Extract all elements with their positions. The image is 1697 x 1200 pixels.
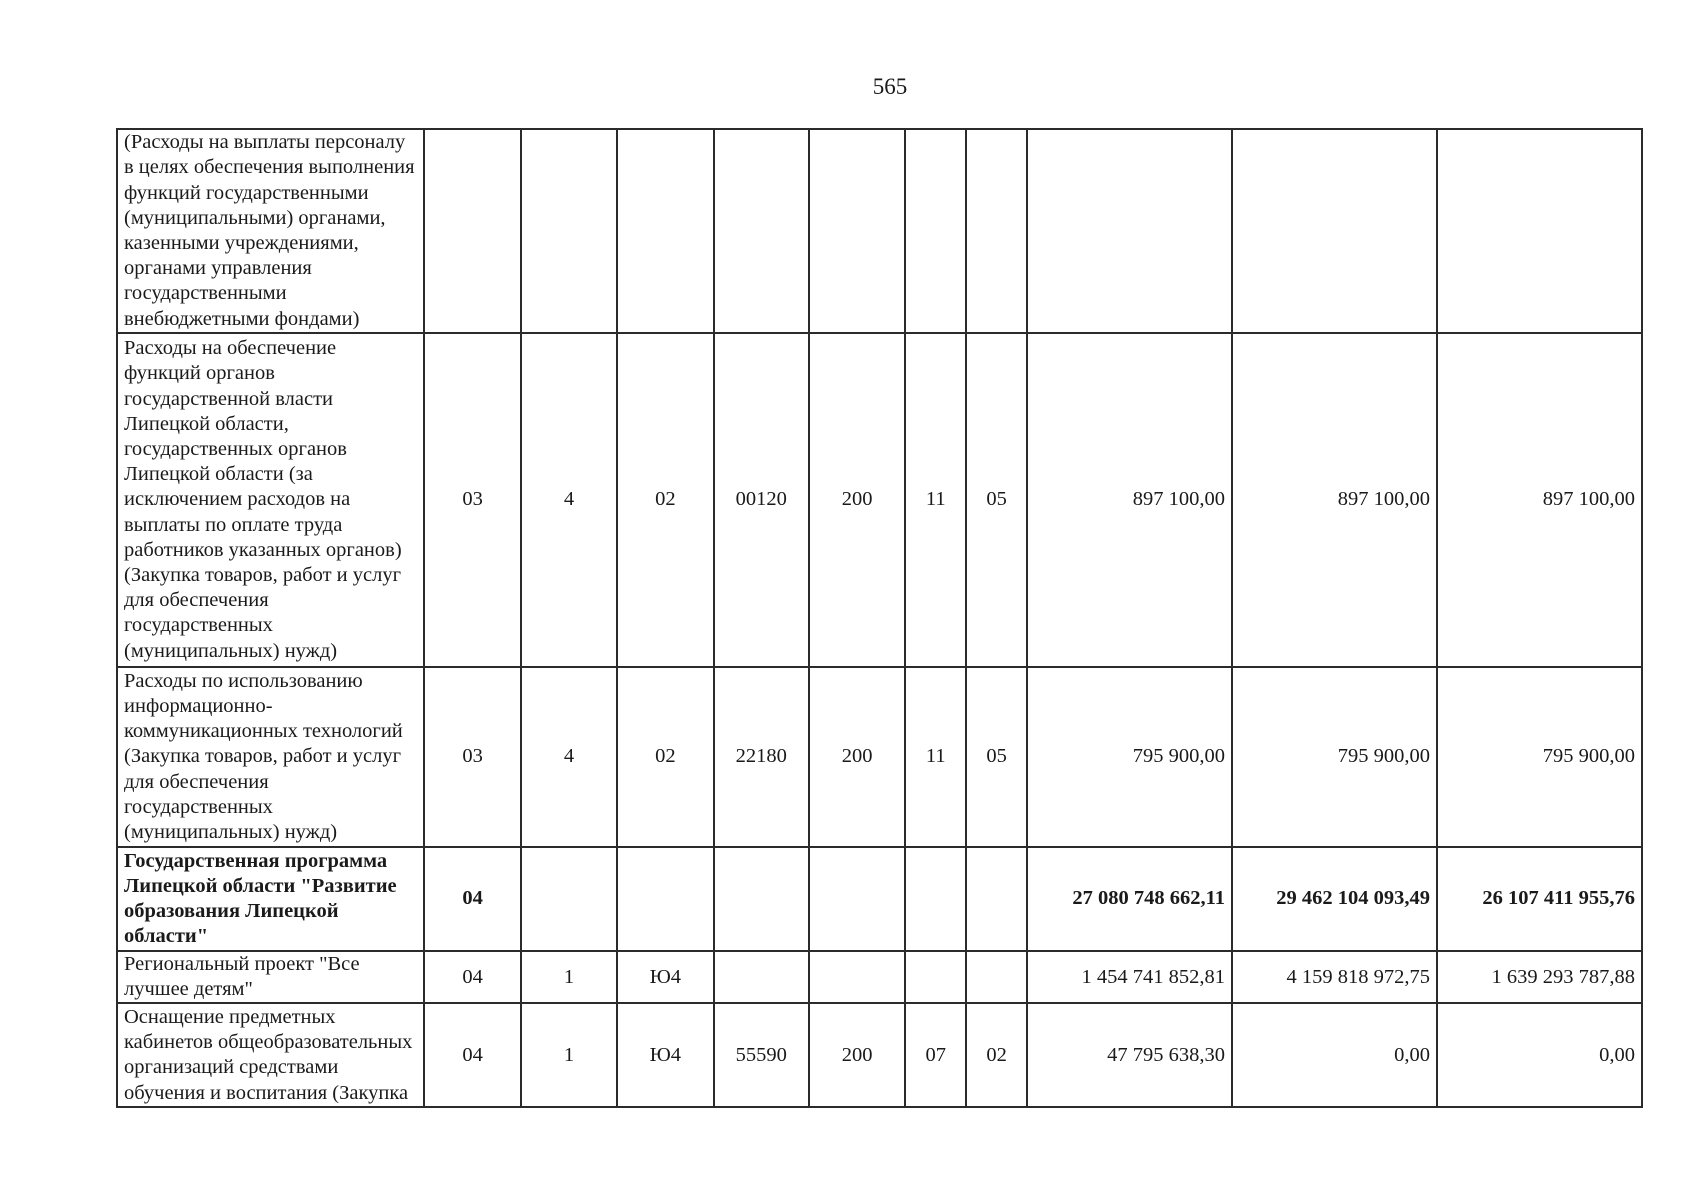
cell-expense-type — [809, 951, 905, 1003]
cell-subprogram: 1 — [521, 1003, 617, 1107]
cell-section: 11 — [905, 333, 966, 667]
cell-gp: 04 — [424, 847, 520, 951]
cell-gp: 04 — [424, 1003, 520, 1107]
cell-subprogram: 4 — [521, 333, 617, 667]
cell-sum-2: 4 159 818 972,75 — [1232, 951, 1437, 1003]
table-row — [117, 667, 1642, 847]
cell-expense-type — [809, 847, 905, 951]
table-row — [117, 847, 1642, 951]
cell-subsection: 05 — [966, 333, 1027, 667]
cell-main-event — [617, 129, 713, 333]
cell-direction: 00120 — [714, 333, 809, 667]
cell-sum-2: 897 100,00 — [1232, 333, 1437, 667]
cell-gp: 03 — [424, 333, 520, 667]
cell-sum-1 — [1027, 129, 1232, 333]
cell-subprogram: 4 — [521, 667, 617, 847]
cell-subprogram — [521, 847, 617, 951]
cell-subprogram: 1 — [521, 951, 617, 1003]
table-row — [117, 1003, 1642, 1107]
cell-direction: 22180 — [714, 667, 809, 847]
cell-direction — [714, 129, 809, 333]
cell-expense-type: 200 — [809, 667, 905, 847]
cell-main-event: 02 — [617, 333, 713, 667]
budget-table — [116, 128, 1643, 1108]
cell-direction: 55590 — [714, 1003, 809, 1107]
cell-sum-3 — [1437, 129, 1642, 333]
cell-sum-2: 29 462 104 093,49 — [1232, 847, 1437, 951]
cell-sum-1: 27 080 748 662,11 — [1027, 847, 1232, 951]
row-name: Оснащение предметных кабинетов общеобразовательных организаций средствами обучения и воспитания (Закупка — [117, 1003, 424, 1107]
cell-gp: 03 — [424, 667, 520, 847]
cell-sum-3: 26 107 411 955,76 — [1437, 847, 1642, 951]
cell-main-event: 02 — [617, 667, 713, 847]
cell-sum-3: 1 639 293 787,88 — [1437, 951, 1642, 1003]
cell-section: 07 — [905, 1003, 966, 1107]
table-row — [117, 129, 1642, 333]
cell-main-event — [617, 847, 713, 951]
cell-gp: 04 — [424, 951, 520, 1003]
row-name: (Расходы на выплаты персоналу в целях обеспечения выполнения функций государственными (муниципальными) органами, казенными учреждениями, органами управления государственными внебюджетными фондами) — [117, 129, 424, 333]
cell-subsection: 02 — [966, 1003, 1027, 1107]
table-row — [117, 951, 1642, 1003]
cell-subsection — [966, 847, 1027, 951]
cell-sum-3: 0,00 — [1437, 1003, 1642, 1107]
cell-sum-1: 897 100,00 — [1027, 333, 1232, 667]
cell-gp — [424, 129, 520, 333]
cell-expense-type — [809, 129, 905, 333]
cell-sum-3: 897 100,00 — [1437, 333, 1642, 667]
row-name: Расходы на обеспечение функций органов государственной власти Липецкой области, государственных органов Липецкой области (за исключением расходов на выплаты по оплате труда работников указанных органов) (Закупка товаров, работ и услуг для обеспечения государственных (муниципальных) нужд) — [117, 333, 424, 667]
cell-sum-1: 795 900,00 — [1027, 667, 1232, 847]
cell-section — [905, 129, 966, 333]
cell-sum-2: 0,00 — [1232, 1003, 1437, 1107]
cell-subsection — [966, 951, 1027, 1003]
cell-subsection: 05 — [966, 667, 1027, 847]
cell-expense-type: 200 — [809, 333, 905, 667]
cell-expense-type: 200 — [809, 1003, 905, 1107]
cell-subprogram — [521, 129, 617, 333]
cell-section: 11 — [905, 667, 966, 847]
row-name: Государственная программа Липецкой области "Развитие образования Липецкой области" — [117, 847, 424, 951]
row-name: Расходы по использованию информационно-коммуникационных технологий (Закупка товаров, работ и услуг для обеспечения государственных (муниципальных) нужд) — [117, 667, 424, 847]
cell-subsection — [966, 129, 1027, 333]
cell-sum-3: 795 900,00 — [1437, 667, 1642, 847]
page-number: 565 — [872, 74, 908, 99]
cell-direction — [714, 951, 809, 1003]
cell-sum-2: 795 900,00 — [1232, 667, 1437, 847]
cell-sum-1: 47 795 638,30 — [1027, 1003, 1232, 1107]
cell-sum-1: 1 454 741 852,81 — [1027, 951, 1232, 1003]
cell-main-event: Ю4 — [617, 1003, 713, 1107]
cell-main-event: Ю4 — [617, 951, 713, 1003]
table-row — [117, 333, 1642, 667]
cell-section — [905, 847, 966, 951]
cell-section — [905, 951, 966, 1003]
cell-sum-2 — [1232, 129, 1437, 333]
row-name: Региональный проект "Все лучшее детям" — [117, 951, 424, 1003]
cell-direction — [714, 847, 809, 951]
